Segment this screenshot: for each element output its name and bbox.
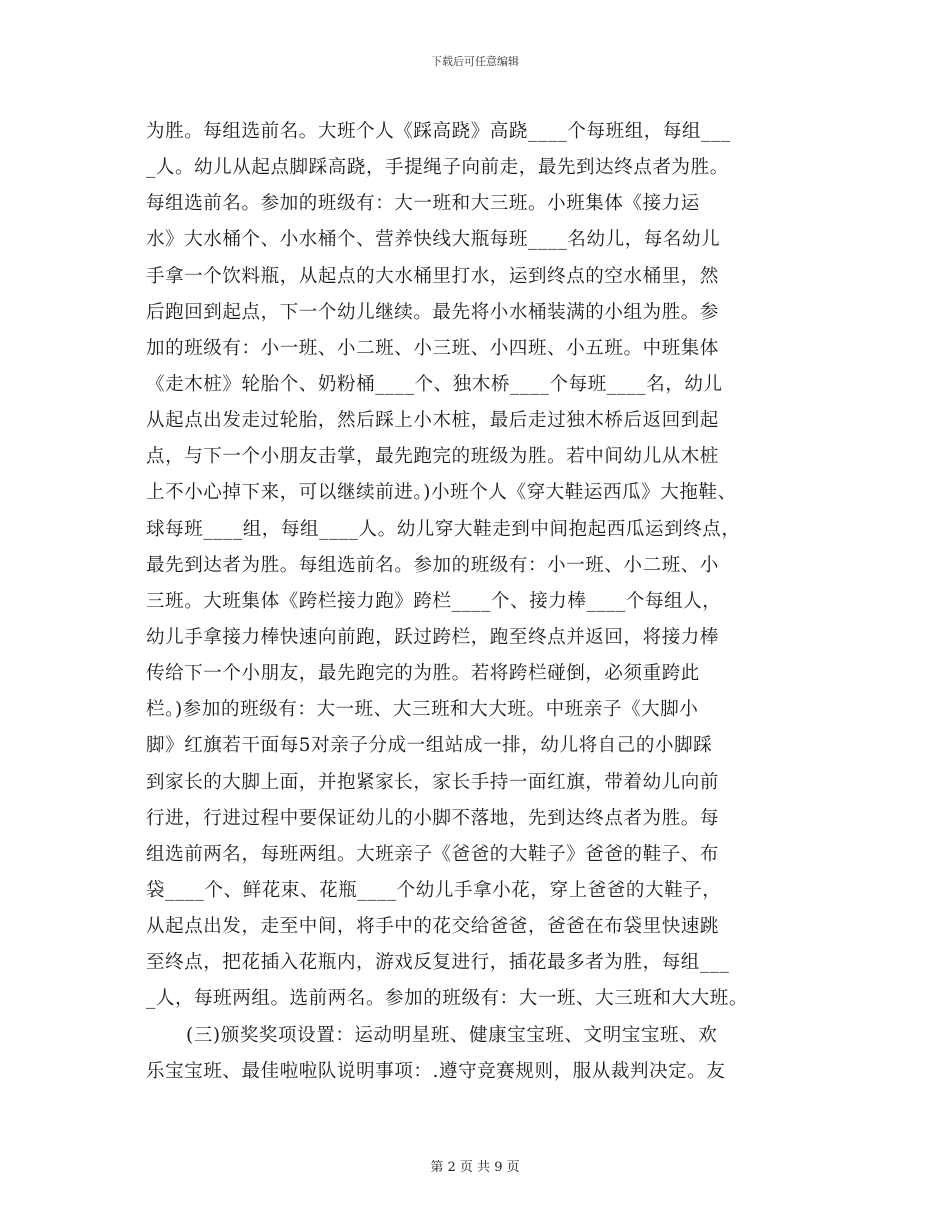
text-line: 《走木桩》轮胎个、奶粉桶____个、独木桥____个每班____名，幼儿 xyxy=(146,373,723,395)
paragraph-first-line: (三)颁奖奖项设置：运动明星班、健康宝宝班、文明宝宝班、欢 xyxy=(186,1024,718,1046)
document-body xyxy=(146,114,814,1090)
text-line: 行进，行进过程中要保证幼儿的小脚不落地，先到达终点者为胜。每 xyxy=(146,807,720,829)
page-number: 第 2 页 共 9 页 xyxy=(430,1160,520,1175)
text-line: 袋____个、鲜花束、花瓶____个幼儿手拿小花，穿上爸爸的大鞋子， xyxy=(146,879,722,901)
text-line: 最先到达者为胜。每组选前名。参加的班级有：小一班、小二班、小 xyxy=(146,554,720,576)
text-line: 幼儿手拿接力棒快速向前跑，跃过跨栏，跑至终点并返回，将接力棒 xyxy=(146,626,720,648)
text-line: 至终点，把花插入花瓶内，游戏反复进行，插花最多者为胜，每组___ xyxy=(146,952,730,974)
text-line: 上不小心掉下来，可以继续前进。)小班个人《穿大鞋运西瓜》大拖鞋、 xyxy=(146,482,737,504)
text-line: 脚》红旗若干面每5对亲子分成一组站成一排，幼儿将自己的小脚踩 xyxy=(146,735,713,757)
text-line: _人，每班两组。选前两名。参加的班级有：大一班、大三班和大大班。 xyxy=(146,988,748,1010)
text-line: 乐宝宝班、最佳啦啦队说明事项：.遵守竞赛规则，服从裁判决定。友 xyxy=(146,1060,726,1082)
page-header: 下载后可任意编辑 xyxy=(431,55,519,68)
text-line: 从起点出发走过轮胎，然后踩上小木桩，最后走过独木桥后返回到起 xyxy=(146,410,720,432)
text-line: 加的班级有：小一班、小二班、小三班、小四班、小五班。中班集体 xyxy=(146,337,720,359)
text-line: 栏。)参加的班级有：大一班、大三班和大大班。中班亲子《大脚小 xyxy=(146,699,699,721)
text-line: 点，与下一个小朋友击掌，最先跑完的班级为胜。若中间幼儿从木桩 xyxy=(146,446,720,468)
text-line: _人。幼儿从起点脚踩高跷，手提绳子向前走，最先到达终点者为胜。 xyxy=(146,157,729,179)
text-line: 后跑回到起点，下一个幼儿继续。最先将小水桶装满的小组为胜。参 xyxy=(146,301,720,323)
text-line: 从起点出发，走至中间，将手中的花交给爸爸，爸爸在布袋里快速跳 xyxy=(146,916,720,938)
text-line: 球每班____组，每组____人。幼儿穿大鞋走到中间抱起西瓜运到终点， xyxy=(146,518,741,540)
text-line: 组选前两名，每班两组。大班亲子《爸爸的大鞋子》爸爸的鞋子、布 xyxy=(146,843,720,865)
text-line: 水》大水桶个、小水桶个、营养快线大瓶每班____名幼儿，每名幼儿 xyxy=(146,229,721,251)
text-line: 手拿一个饮料瓶，从起点的大水桶里打水，运到终点的空水桶里，然 xyxy=(146,265,720,287)
text-line: 三班。大班集体《跨栏接力跑》跨栏____个、接力棒____个每组人， xyxy=(146,590,722,612)
text-line: 每组选前名。参加的班级有：大一班和大三班。小班集体《接力运 xyxy=(146,193,700,215)
text-line: 传给下一个小朋友，最先跑完的为胜。若将跨栏碰倒，必须重跨此 xyxy=(146,663,700,685)
text-line: 到家长的大脚上面，并抱紧家长，家长手持一面红旗，带着幼儿向前 xyxy=(146,771,720,793)
text-line: 为胜。每组选前名。大班个人《踩高跷》高跷____个每班组，每组___ xyxy=(146,121,731,142)
